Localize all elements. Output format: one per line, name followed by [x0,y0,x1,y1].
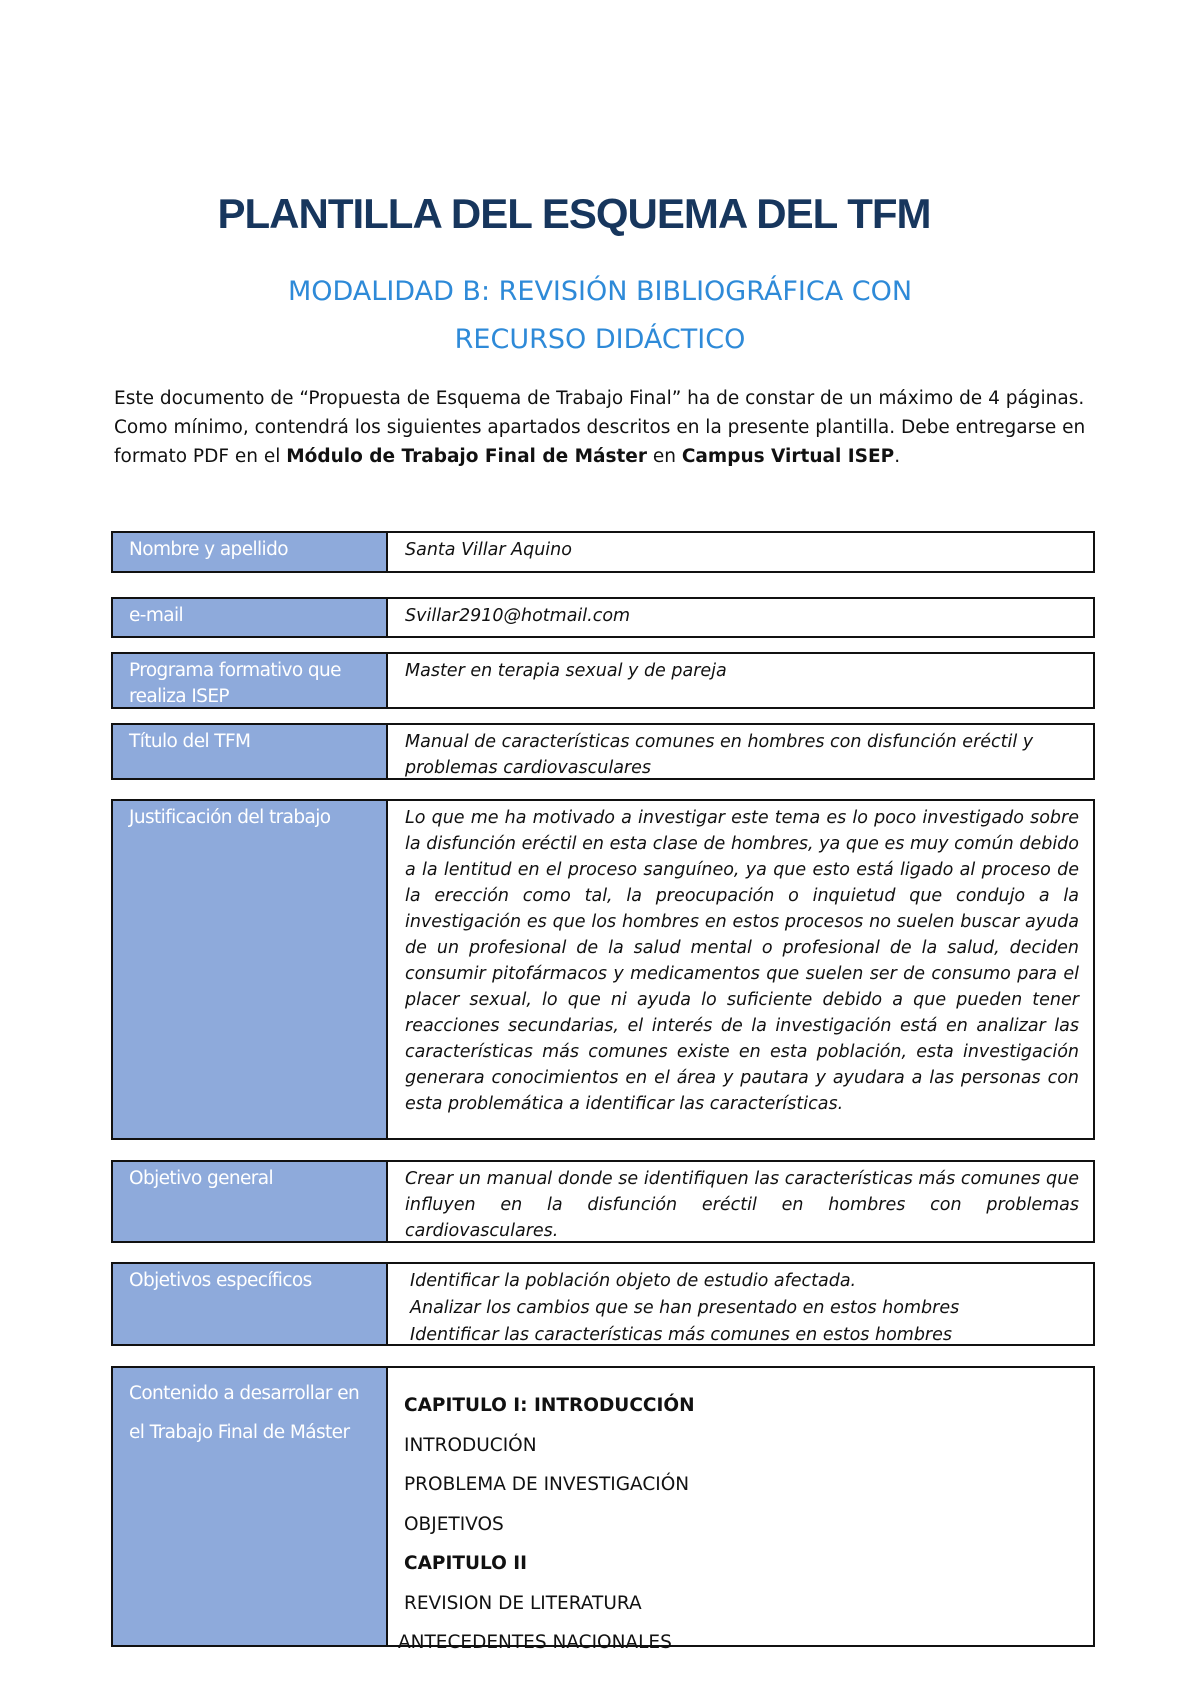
content-item: REVISION DE LITERATURA [404,1592,642,1614]
row-programa [111,652,1095,709]
intro-text-b: en [646,446,682,467]
objetivo-especifico-item: Analizar los cambios que se han presentado en estos hombres [410,1298,960,1318]
row-objetivo-general [111,1160,1095,1243]
intro-bold-module: Módulo de Trabajo Final de Máster [286,446,647,467]
content-item: OBJETIVOS [404,1513,504,1535]
label-titulo: Título del TFM [113,725,388,778]
content-item: CAPITULO I: INTRODUCCIÓN [404,1395,695,1416]
objetivo-especifico-item: Identificar las características más comunes en estos hombres [410,1325,953,1345]
intro-text-a: Este documento de “Propuesta de Esquema de Trabajo Final” ha de constar de un máximo de 4 páginas. Como mínimo, contendrá los siguientes apartados descritos en la presente plantilla. Debe entregarse en formato PDF en el [114,388,1086,467]
label-justificacion: Justificación del trabajo [113,801,388,1138]
row-justificacion [111,799,1095,1140]
label-programa: Programa formativo que realiza ISEP [113,654,388,707]
field-titulo[interactable]: Manual de características comunes en hombres con disfunción eréctil y problemas cardiovasculares [405,732,1034,778]
subtitle-line-2: RECURSO DIDÁCTICO [454,324,746,355]
content-item: PROBLEMA DE INVESTIGACIÓN [404,1474,690,1495]
row-email [111,597,1095,638]
field-objetivos-especificos[interactable] [388,1264,1093,1344]
subtitle-line-1: MODALIDAD B: REVISIÓN BIBLIOGRÁFICA CON [287,276,913,307]
label-objetivos-especificos: Objetivos específicos [113,1264,388,1344]
field-contenido[interactable] [388,1368,1093,1653]
objetivo-especifico-item: Identificar la población objeto de estudio afectada. [410,1271,857,1291]
field-email[interactable]: Svillar2910@hotmail.com [405,606,631,626]
row-contenido [111,1366,1095,1653]
field-objetivo-general[interactable]: Crear un manual donde se identifiquen las características más comunes que influyen en la disfunción eréctil en hombres con problemas cardiovasculares. [405,1169,1079,1241]
row-titulo [111,723,1095,780]
content-item: CAPITULO II [404,1553,528,1574]
field-justificacion[interactable]: Lo que me ha motivado a investigar este tema es lo poco investigado sobre la disfunción eréctil en esta clase de hombres, ya que es muy común debido a la lentitud en el proceso sanguíneo, ya que esto está ligado al proceso de la erección como tal, la preocupación o inquietud que condujo a la investigación es que los hombres en estos procesos no suelen buscar ayuda de un profesional de la salud mental o profesional de la salud, deciden consumir pitofármacos y medicamentos que suelen ser de consumo para el placer sexual, lo que ni ayuda lo suficiente debido a que pueden tener reacciones secundarias, el interés de la investigación está en analizar las características más comunes existe en esta población, esta investigación generara conocimientos en el área y pautara y ayudara a las personas con esta problemática a identificar las características. [405,808,1079,1114]
content-item: INTRODUCIÓN [404,1434,537,1456]
label-objetivo-general: Objetivo general [113,1162,388,1241]
label-contenido: Contenido a desarrollar en el Trabajo Final de Máster [113,1368,388,1645]
intro-paragraph [114,384,1094,471]
content-item: ANTECEDENTES NACIONALES [398,1632,672,1653]
page-title: PLANTILLA DEL ESQUEMA DEL TFM [217,190,931,237]
row-nombre [111,531,1095,573]
label-nombre: Nombre y apellido [113,533,388,571]
intro-text-c: . [894,446,901,467]
label-email: e-mail [113,599,388,636]
field-programa[interactable]: Master en terapia sexual y de pareja [405,661,727,681]
row-objetivos-especificos [111,1262,1095,1346]
field-nombre[interactable]: Santa Villar Aquino [405,540,572,560]
intro-bold-campus: Campus Virtual ISEP [681,446,895,467]
